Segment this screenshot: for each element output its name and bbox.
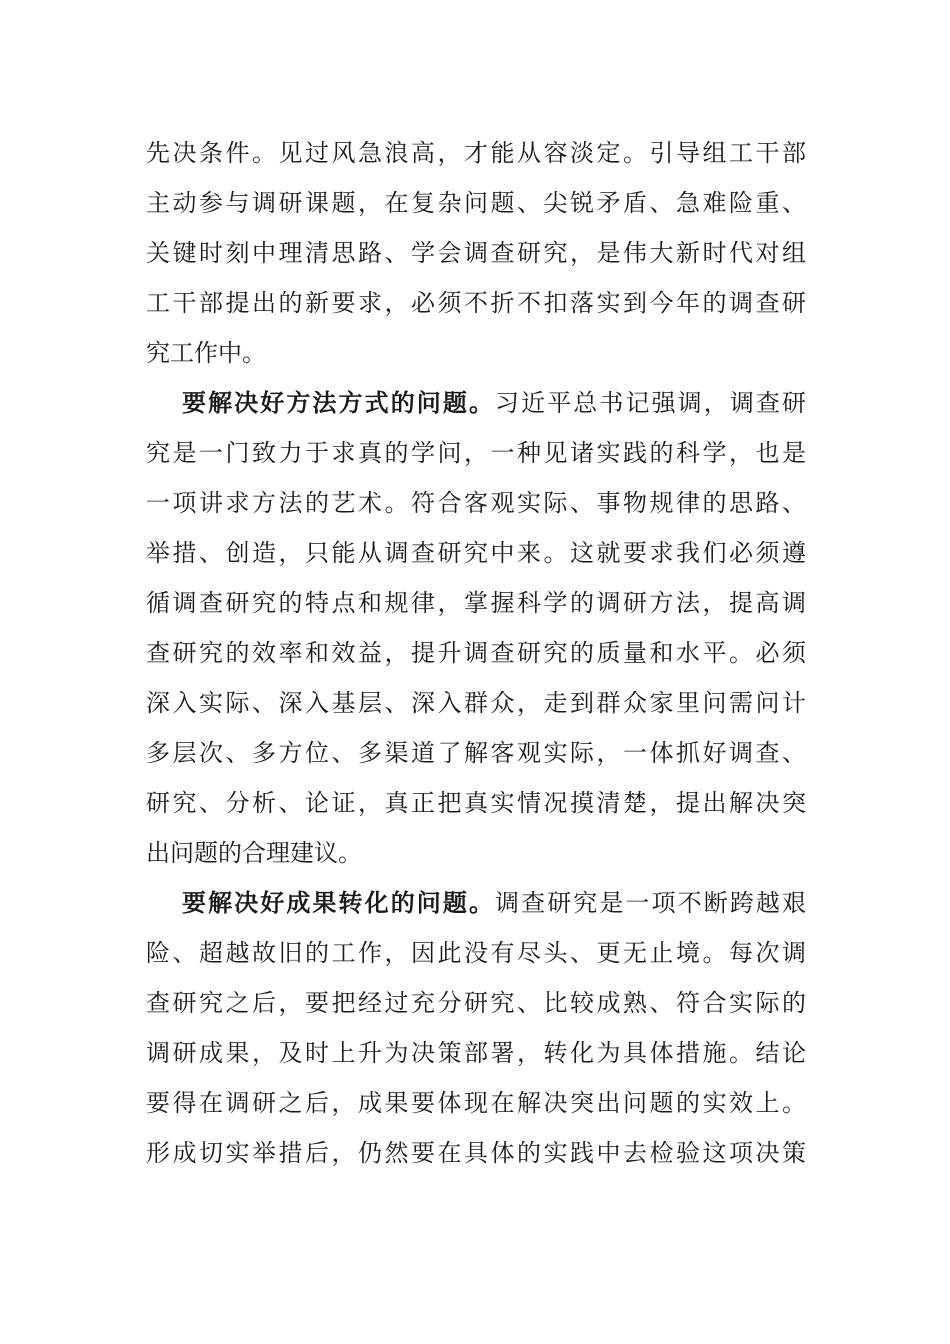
text-line — [146, 378, 806, 428]
text-line: 举措、创造，只能从调查研究中来。这就要求我们必须遵 — [146, 539, 806, 567]
text-line: 深入实际、深入基层、深入群众，走到群众家里问需问计 — [146, 689, 806, 717]
text-line: 循调查研究的特点和规律，掌握科学的调研方法，提高调 — [146, 589, 806, 617]
text-line: 形成切实举措后，仍然要在具体的实践中去检验这项决策 — [146, 1139, 806, 1167]
heading-line-rest: 习近平总书记强调，调查研 — [495, 389, 807, 417]
paragraph-heading: 要解决好成果转化的问题。 — [182, 889, 496, 917]
paragraph-3 — [146, 878, 806, 1178]
text-line: 关键时刻中理清思路、学会调查研究，是伟大新时代对组 — [146, 239, 806, 267]
text-line: 调研成果，及时上升为决策部署，转化为具体措施。结论 — [146, 1039, 806, 1067]
text-line: 究工作中。 — [146, 339, 266, 367]
text-line: 研究、分析、论证，真正把真实情况摸清楚，提出解决突 — [146, 789, 806, 817]
text-line: 多层次、多方位、多渠道了解客观实际，一体抓好调查、 — [146, 739, 806, 767]
text-line — [146, 878, 806, 928]
heading-line-rest: 调查研究是一项不断跨越艰 — [495, 889, 807, 917]
text-line: 查研究的效率和效益，提升调查研究的质量和水平。必须 — [146, 639, 806, 667]
text-line: 险、超越故旧的工作，因此没有尽头、更无止境。每次调 — [146, 939, 806, 967]
paragraph-1 — [146, 128, 806, 378]
paragraph-heading: 要解决好方法方式的问题。 — [182, 389, 496, 417]
text-line: 工干部提出的新要求，必须不折不扣落实到今年的调查研 — [146, 289, 806, 317]
text-line: 主动参与调研课题，在复杂问题、尖锐矛盾、急难险重、 — [146, 189, 806, 217]
text-line: 究是一门致力于求真的学问，一种见诸实践的科学，也是 — [146, 439, 806, 467]
text-line: 出问题的合理建议。 — [146, 839, 362, 867]
text-line: 先决条件。见过风急浪高，才能从容淡定。引导组工干部 — [146, 139, 806, 167]
text-line: 要得在调研之后，成果要体现在解决突出问题的实效上。 — [146, 1089, 806, 1117]
document-body — [146, 128, 806, 1178]
text-line: 查研究之后，要把经过充分研究、比较成熟、符合实际的 — [146, 989, 806, 1017]
text-line: 一项讲求方法的艺术。符合客观实际、事物规律的思路、 — [146, 489, 806, 517]
paragraph-2 — [146, 378, 806, 878]
